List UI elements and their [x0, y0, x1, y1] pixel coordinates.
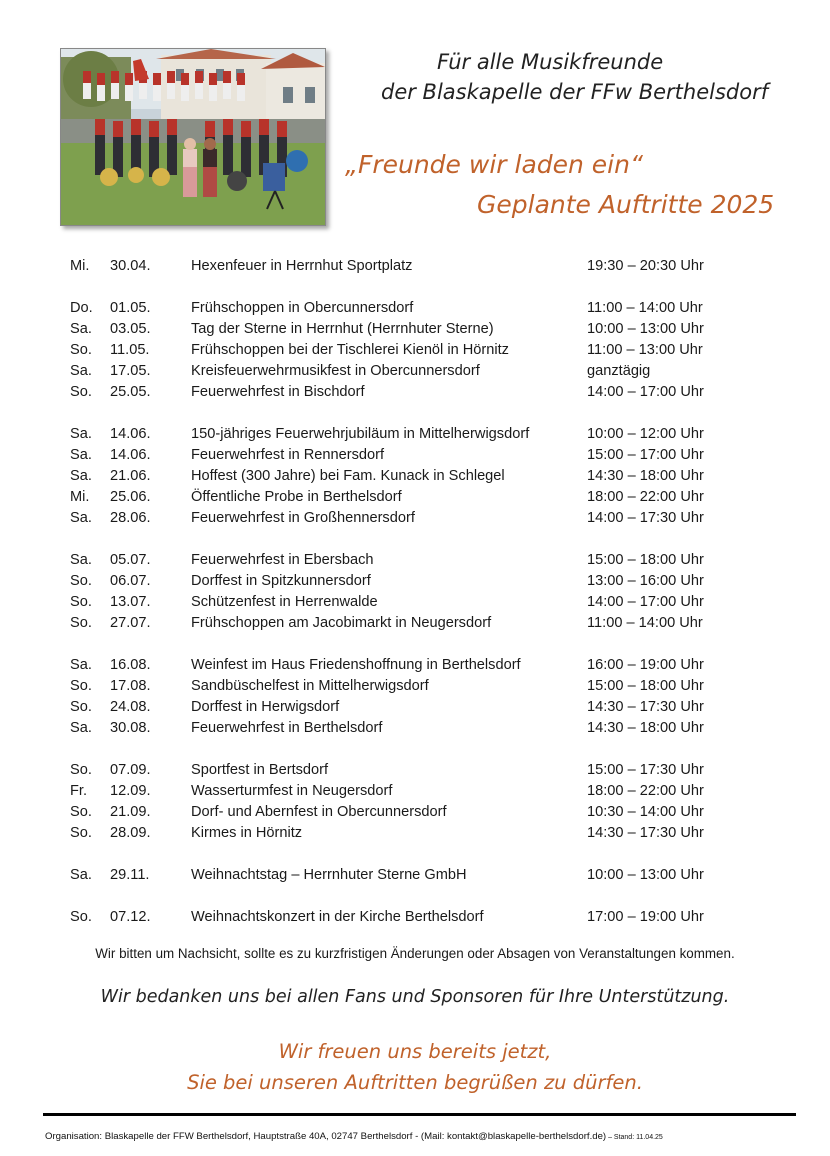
- event-name: Kreisfeuerwehrmusikfest in Obercunnersdorf: [191, 363, 480, 379]
- event-time: 16:00 – 19:00 Uhr: [587, 657, 704, 673]
- event-day: Sa.: [70, 867, 92, 883]
- event-name: Dorffest in Herwigsdorf: [191, 699, 340, 715]
- event-time: 10:00 – 13:00 Uhr: [587, 321, 704, 337]
- greeting-line-1: Wir freuen uns bereits jetzt,: [278, 1040, 552, 1063]
- event-row: [0, 361, 830, 382]
- event-time: 17:00 – 19:00 Uhr: [587, 909, 704, 925]
- thanks-message: Wir bedanken uns bei allen Fans und Sponsoren für Ihre Unterstützung.: [100, 987, 730, 1007]
- event-row: [0, 298, 830, 319]
- event-date: 28.09.: [110, 825, 151, 841]
- event-day: Sa.: [70, 363, 92, 379]
- event-row: [0, 655, 830, 676]
- event-time: 14:00 – 17:30 Uhr: [587, 510, 704, 526]
- event-time: 11:00 – 13:00 Uhr: [587, 342, 703, 358]
- event-name: Öffentliche Probe in Berthelsdorf: [191, 489, 402, 505]
- event-date: 11.05.: [110, 342, 150, 358]
- event-name: Weihnachtskonzert in der Kirche Berthelsdorf: [191, 909, 484, 925]
- event-list: [0, 256, 830, 928]
- footer-stand: – Stand: 11.04.25: [606, 1134, 663, 1141]
- event-time: 15:00 – 17:00 Uhr: [587, 447, 704, 463]
- event-day: Sa.: [70, 720, 92, 736]
- event-row: [0, 697, 830, 718]
- event-day: So.: [70, 384, 92, 400]
- event-time: 10:30 – 14:00 Uhr: [587, 804, 704, 820]
- event-name: Wasserturmfest in Neugersdorf: [191, 783, 393, 799]
- event-row: [0, 508, 830, 529]
- event-day: So.: [70, 342, 92, 358]
- event-day: Mi.: [70, 258, 90, 274]
- event-time: 14:30 – 18:00 Uhr: [587, 468, 704, 484]
- event-row: [0, 781, 830, 802]
- event-row: [0, 424, 830, 445]
- event-day: Sa.: [70, 426, 92, 442]
- event-row: [0, 445, 830, 466]
- band-photo-illustration: [61, 49, 325, 225]
- event-row: [0, 823, 830, 844]
- event-day: Sa.: [70, 321, 92, 337]
- event-name: Frühschoppen bei der Tischlerei Kienöl in Hörnitz: [191, 342, 509, 358]
- event-day: Sa.: [70, 510, 92, 526]
- event-name: Weinfest im Haus Friedenshoffnung in Berthelsdorf: [191, 657, 521, 673]
- event-name: 150-jähriges Feuerwehrjubiläum in Mittelherwigsdorf: [191, 426, 530, 442]
- event-name: Feuerwehrfest in Rennersdorf: [191, 447, 385, 463]
- event-day: So.: [70, 594, 92, 610]
- event-date: 27.07.: [110, 615, 151, 631]
- event-name: Tag der Sterne in Herrnhut (Herrnhuter Sterne): [191, 321, 494, 337]
- event-date: 25.05.: [110, 384, 151, 400]
- page-subtitle: Geplante Auftritte 2025: [477, 190, 775, 219]
- event-date: 12.09.: [110, 783, 151, 799]
- event-name: Hexenfeuer in Herrnhut Sportplatz: [191, 258, 413, 274]
- event-day: So.: [70, 909, 92, 925]
- event-date: 13.07.: [110, 594, 151, 610]
- event-day: So.: [70, 678, 92, 694]
- greeting-line-2: Sie bei unseren Auftritten begrüßen zu dürfen.: [187, 1071, 643, 1094]
- event-day: Do.: [70, 300, 93, 316]
- event-row: [0, 592, 830, 613]
- event-date: 03.05.: [110, 321, 151, 337]
- footer-organisation: Organisation: Blaskapelle der FFW Berthelsdorf, Hauptstraße 40A, 02747 Berthelsdorf - (Mail: kontakt@blaskapelle-berthelsdorf.de): [45, 1131, 607, 1142]
- event-time: ganztägig: [587, 363, 651, 379]
- event-row: [0, 319, 830, 340]
- event-name: Dorf- und Abernfest in Obercunnersdorf: [191, 804, 447, 820]
- event-name: Weihnachtstag – Herrnhuter Sterne GmbH: [191, 867, 467, 883]
- event-date: 16.08.: [110, 657, 151, 673]
- event-time: 14:30 – 18:00 Uhr: [587, 720, 704, 736]
- event-time: 11:00 – 14:00 Uhr: [587, 615, 703, 631]
- event-date: 28.06.: [110, 510, 151, 526]
- event-time: 10:00 – 12:00 Uhr: [587, 426, 704, 442]
- event-day: So.: [70, 825, 92, 841]
- event-date: 30.08.: [110, 720, 151, 736]
- event-date: 29.11.: [110, 867, 150, 883]
- event-time: 14:00 – 17:00 Uhr: [587, 384, 704, 400]
- header-line-2: der Blaskapelle der FFw Berthelsdorf: [381, 80, 769, 104]
- event-row: [0, 550, 830, 571]
- event-time: 10:00 – 13:00 Uhr: [587, 867, 704, 883]
- invitation-title: „Freunde wir laden ein“: [345, 150, 643, 179]
- event-row: [0, 865, 830, 886]
- event-time: 14:30 – 17:30 Uhr: [587, 825, 704, 841]
- footer: [45, 1131, 663, 1142]
- event-row: [0, 256, 830, 277]
- event-row: [0, 340, 830, 361]
- event-day: So.: [70, 804, 92, 820]
- change-notice: Wir bitten um Nachsicht, sollte es zu kurzfristigen Änderungen oder Absagen von Veranstaltungen kommen.: [95, 946, 735, 961]
- event-row: [0, 718, 830, 739]
- event-row: [0, 466, 830, 487]
- event-date: 25.06.: [110, 489, 151, 505]
- event-date: 14.06.: [110, 447, 151, 463]
- event-row: [0, 382, 830, 403]
- event-day: Sa.: [70, 468, 92, 484]
- event-row: [0, 802, 830, 823]
- event-date: 05.07.: [110, 552, 151, 568]
- event-time: 11:00 – 14:00 Uhr: [587, 300, 703, 316]
- event-date: 17.05.: [110, 363, 151, 379]
- event-day: Sa.: [70, 657, 92, 673]
- event-time: 13:00 – 16:00 Uhr: [587, 573, 704, 589]
- event-name: Hoffest (300 Jahre) bei Fam. Kunack in Schlegel: [191, 468, 505, 484]
- event-name: Feuerwehrfest in Berthelsdorf: [191, 720, 383, 736]
- event-date: 21.06.: [110, 468, 151, 484]
- event-row: [0, 571, 830, 592]
- event-date: 14.06.: [110, 426, 151, 442]
- event-time: 15:00 – 18:00 Uhr: [587, 552, 704, 568]
- event-name: Frühschoppen am Jacobimarkt in Neugersdorf: [191, 615, 492, 631]
- footer-divider: [43, 1113, 796, 1116]
- event-time: 19:30 – 20:30 Uhr: [587, 258, 704, 274]
- band-photo: [60, 48, 326, 226]
- event-day: Fr.: [70, 783, 88, 799]
- event-name: Frühschoppen in Obercunnersdorf: [191, 300, 414, 316]
- event-day: So.: [70, 573, 92, 589]
- event-date: 01.05.: [110, 300, 151, 316]
- event-name: Sportfest in Bertsdorf: [191, 762, 329, 778]
- event-name: Feuerwehrfest in Bischdorf: [191, 384, 365, 400]
- event-time: 14:30 – 17:30 Uhr: [587, 699, 704, 715]
- event-time: 18:00 – 22:00 Uhr: [587, 783, 704, 799]
- event-name: Schützenfest in Herrenwalde: [191, 594, 378, 610]
- event-row: [0, 676, 830, 697]
- event-row: [0, 907, 830, 928]
- event-day: Mi.: [70, 489, 90, 505]
- event-date: 21.09.: [110, 804, 151, 820]
- event-date: 30.04.: [110, 258, 151, 274]
- event-name: Feuerwehrfest in Ebersbach: [191, 552, 374, 568]
- event-date: 24.08.: [110, 699, 151, 715]
- event-name: Kirmes in Hörnitz: [191, 825, 303, 841]
- event-date: 06.07.: [110, 573, 151, 589]
- event-day: Sa.: [70, 552, 92, 568]
- event-day: So.: [70, 762, 92, 778]
- event-name: Sandbüschelfest in Mittelherwigsdorf: [191, 678, 429, 694]
- event-date: 17.08.: [110, 678, 151, 694]
- event-name: Feuerwehrfest in Großhennersdorf: [191, 510, 415, 526]
- event-time: 15:00 – 18:00 Uhr: [587, 678, 704, 694]
- event-time: 18:00 – 22:00 Uhr: [587, 489, 704, 505]
- event-name: Dorffest in Spitzkunnersdorf: [191, 573, 371, 589]
- event-row: [0, 760, 830, 781]
- event-time: 15:00 – 17:30 Uhr: [587, 762, 704, 778]
- event-day: So.: [70, 699, 92, 715]
- event-row: [0, 487, 830, 508]
- event-time: 14:00 – 17:00 Uhr: [587, 594, 704, 610]
- event-day: Sa.: [70, 447, 92, 463]
- event-row: [0, 613, 830, 634]
- event-date: 07.09.: [110, 762, 151, 778]
- event-date: 07.12.: [110, 909, 151, 925]
- header-line-1: Für alle Musikfreunde: [437, 50, 664, 74]
- event-day: So.: [70, 615, 92, 631]
